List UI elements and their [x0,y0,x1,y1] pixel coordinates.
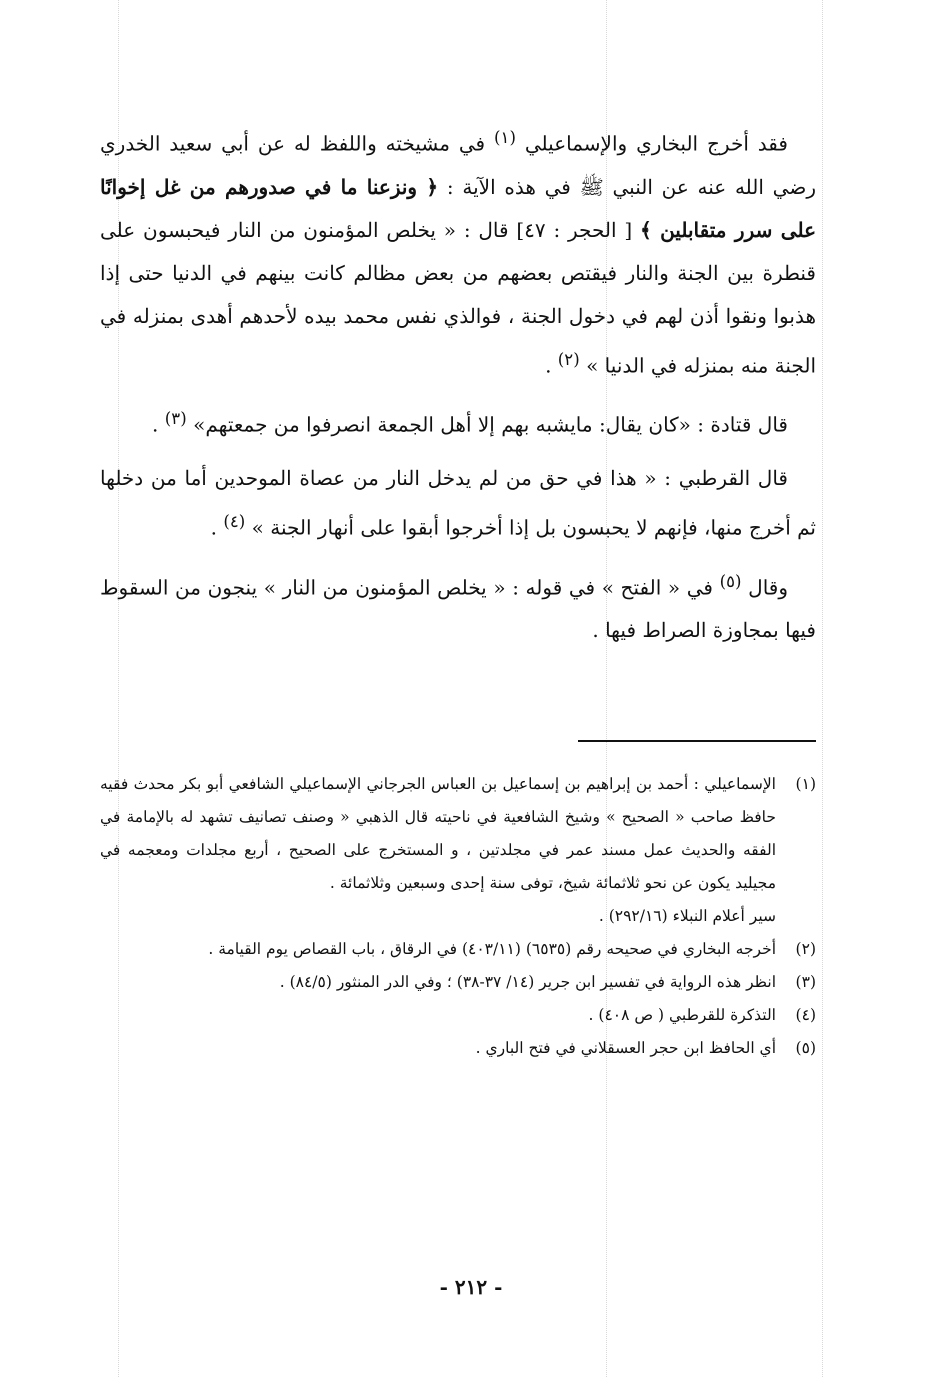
footnote-ref[interactable]: (٥) [719,571,742,591]
footnote-ref[interactable]: (٢) [557,349,580,369]
footnote-ref[interactable]: (٣) [164,409,187,429]
text-run: في « الفتح » في قوله : « يخلص المؤمنون من النار » ينجون من السقوط فيها بمجاوزة الصراط فيها . [100,575,816,643]
quran-verse: ﴿ ونزعنا ما في صدورهم من غل إخوانًا على سرر متقابلين ﴾ [100,174,816,242]
text-run: فقد أخرج البخاري والإسماعيلي [515,131,788,156]
text-run: قال قتادة : «كان يقال: مايشبه بهم إلا أهل الجمعة انصرفوا من جمعتهم» [186,412,788,437]
footnotes [100,768,816,1065]
main-text [100,116,816,662]
footnote-ref[interactable]: (١) [494,128,516,147]
text-run: . [545,353,558,378]
footnote-item [100,999,816,1032]
text-run: في مشيخته واللفظ له عن أبي سعيد الخدري رضي الله عنه عن النبي ﷺ في هذه الآية : [100,131,816,199]
footnote-separator [578,740,816,742]
paragraph-fath [100,560,816,653]
text-run: . [152,412,165,437]
footnote-item [100,966,816,999]
paragraph-qurtubi [100,457,816,550]
footnote-item [100,1032,816,1065]
footnote-item [100,768,816,900]
text-run: قال القرطبي : « هذا في حق من لم يدخل النار من عصاة الموحدين أما من دخلها ثم أخرج منها، فإنهم لا يحبسون بل إذا أخرجوا أبقوا على أنهار الجنة » [100,465,816,540]
footnote-text: أخرجه البخاري في صحيحه رقم (٦٥٣٥) (٤٠٣/١١) في الرقاق ، باب القصاص يوم القيامة . [208,940,776,958]
text-run: [ الحجر : ٤٧] قال : « يخلص المؤمنون من النار فيحبسون على قنطرة بين الجنة والنار فيقتص بعضهم من بعض مظالم كانت بينهم في الدنيا حتى إذا هذبوا ونقوا أذن لهم في دخول الجنة ، فوالذي نفس محمد بيده لأحدهم أهدى بمنزله في الجنة منه بمنزله في الدنيا » [100,217,816,378]
footnote-number: (٣) [795,973,816,991]
page-number: - ٢١٢ - [439,1275,503,1299]
footnote-text: التذكرة للقرطبي ( ص ٤٠٨) . [588,1006,776,1024]
footnote-number: (١) [795,775,816,793]
footnote-text: الإسماعيلي : أحمد بن إبراهيم بن إسماعيل بن العباس الجرجاني الإسماعيلي الشافعي أبو بكر محدث فقيه حافظ صاحب « الصحيح » وشيخ الشافعية في ناحيته قال الذهبي « وصنف تصانيف تشهد له بالإمامة في الفقه والحديث عمل مسند عمر في مجلدتين ، و المستخرج على الصحيح ، أربع مجلدات ومعجمه في مجيليد يكون عن نحو ثلاثمائة شيخ، توفى سنة إحدى وسبعين وثلاثمائة . [100,775,776,892]
paragraph-qatada [100,397,816,447]
paragraph-hadith [100,116,816,387]
footnote-source-text: سير أعلام النبلاء (٢٩٢/١٦) . [598,907,776,925]
footnote-text: أي الحافظ ابن حجر العسقلاني في فتح الباري . [475,1039,776,1057]
footnote-source [100,900,816,933]
footnote-number: (٤) [795,1006,816,1024]
text-run: وقال [741,575,789,600]
footnote-item [100,933,816,966]
guide-line [822,0,823,1377]
footnote-ref[interactable]: (٤) [223,511,246,531]
text-run: . [210,515,224,540]
footnote-number: (٢) [795,940,816,958]
footnote-text: انظر هذه الرواية في تفسير ابن جرير (١٤/ ٣٧-٣٨) ؛ وفي الدر المنثور (٨٤/٥) . [279,973,776,991]
footnote-number: (٥) [795,1039,816,1057]
